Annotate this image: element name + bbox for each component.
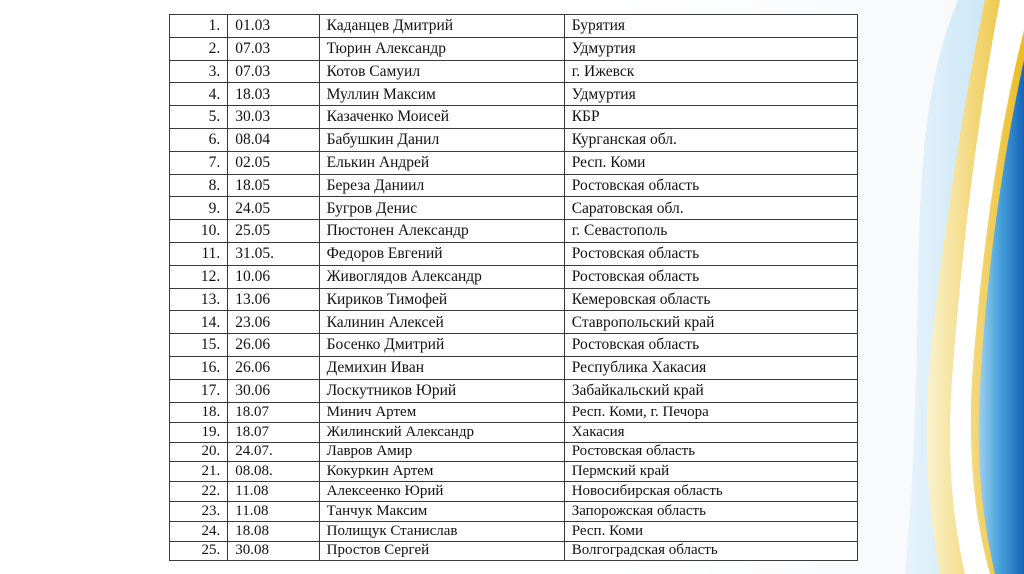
row-number-cell: 6. (170, 128, 228, 151)
participants-table-top-body (170, 15, 858, 403)
region-cell: Новосибирская область (564, 482, 857, 502)
date-cell: 07.03 (228, 37, 319, 60)
date-cell: 18.07 (228, 403, 319, 423)
date-cell: 18.03 (228, 83, 319, 106)
person-name-cell: Каданцев Дмитрий (319, 15, 564, 38)
person-name-cell: Танчук Максим (319, 501, 564, 521)
table-row (170, 403, 858, 423)
table-row (170, 482, 858, 502)
person-name-cell: Котов Самуил (319, 60, 564, 83)
row-number-cell: 3. (170, 60, 228, 83)
region-cell: Саратовская обл. (564, 197, 857, 220)
date-cell: 02.05 (228, 151, 319, 174)
region-cell: Ростовская область (564, 442, 857, 462)
row-number-cell: 10. (170, 220, 228, 243)
region-cell: Республика Хакасия (564, 356, 857, 379)
table-row (170, 462, 858, 482)
date-cell: 23.06 (228, 311, 319, 334)
region-cell: Ставропольский край (564, 311, 857, 334)
date-cell: 11.08 (228, 501, 319, 521)
region-cell: Волгоградская область (564, 541, 857, 561)
region-cell: КБР (564, 106, 857, 129)
table-row (170, 288, 858, 311)
person-name-cell: Демихин Иван (319, 356, 564, 379)
date-cell: 30.03 (228, 106, 319, 129)
row-number-cell: 11. (170, 242, 228, 265)
person-name-cell: Тюрин Александр (319, 37, 564, 60)
row-number-cell: 9. (170, 197, 228, 220)
table-row (170, 501, 858, 521)
participants-table-bottom (169, 402, 858, 561)
region-cell: Ростовская область (564, 265, 857, 288)
region-cell: Респ. Коми, г. Печора (564, 403, 857, 423)
person-name-cell: Муллин Максим (319, 83, 564, 106)
person-name-cell: Пюстонен Александр (319, 220, 564, 243)
date-cell: 18.05 (228, 174, 319, 197)
region-cell: Удмуртия (564, 83, 857, 106)
date-cell: 10.06 (228, 265, 319, 288)
table-row (170, 83, 858, 106)
person-name-cell: Простов Сергей (319, 541, 564, 561)
row-number-cell: 7. (170, 151, 228, 174)
date-cell: 24.05 (228, 197, 319, 220)
row-number-cell: 18. (170, 403, 228, 423)
date-cell: 08.04 (228, 128, 319, 151)
date-cell: 01.03 (228, 15, 319, 38)
row-number-cell: 5. (170, 106, 228, 129)
row-number-cell: 22. (170, 482, 228, 502)
person-name-cell: Минич Артем (319, 403, 564, 423)
table-row (170, 334, 858, 357)
table-row (170, 265, 858, 288)
table-row (170, 311, 858, 334)
date-cell: 18.08 (228, 521, 319, 541)
row-number-cell: 19. (170, 422, 228, 442)
date-cell: 24.07. (228, 442, 319, 462)
participants-table-top (169, 14, 858, 403)
date-cell: 26.06 (228, 356, 319, 379)
row-number-cell: 20. (170, 442, 228, 462)
row-number-cell: 24. (170, 521, 228, 541)
region-cell: Респ. Коми (564, 151, 857, 174)
table-row (170, 174, 858, 197)
region-cell: Хакасия (564, 422, 857, 442)
participants-table-bottom-body (170, 403, 858, 561)
date-cell: 07.03 (228, 60, 319, 83)
region-cell: Ростовская область (564, 174, 857, 197)
region-cell: Кемеровская область (564, 288, 857, 311)
region-cell: Пермский край (564, 462, 857, 482)
region-cell: Забайкальский край (564, 379, 857, 402)
date-cell: 25.05 (228, 220, 319, 243)
table-row (170, 106, 858, 129)
table-row (170, 242, 858, 265)
table-row (170, 379, 858, 402)
table-row (170, 128, 858, 151)
region-cell: Ростовская область (564, 242, 857, 265)
region-cell: г. Севастополь (564, 220, 857, 243)
row-number-cell: 25. (170, 541, 228, 561)
row-number-cell: 12. (170, 265, 228, 288)
person-name-cell: Алексеенко Юрий (319, 482, 564, 502)
date-cell: 30.08 (228, 541, 319, 561)
person-name-cell: Береза Даниил (319, 174, 564, 197)
person-name-cell: Кокуркин Артем (319, 462, 564, 482)
row-number-cell: 17. (170, 379, 228, 402)
table-row (170, 60, 858, 83)
person-name-cell: Бабушкин Данил (319, 128, 564, 151)
date-cell: 18.07 (228, 422, 319, 442)
row-number-cell: 13. (170, 288, 228, 311)
table-row (170, 356, 858, 379)
person-name-cell: Казаченко Моисей (319, 106, 564, 129)
row-number-cell: 8. (170, 174, 228, 197)
person-name-cell: Федоров Евгений (319, 242, 564, 265)
row-number-cell: 4. (170, 83, 228, 106)
date-cell: 13.06 (228, 288, 319, 311)
region-cell: Запорожская область (564, 501, 857, 521)
table-row (170, 15, 858, 38)
region-cell: Удмуртия (564, 37, 857, 60)
person-name-cell: Полищук Станислав (319, 521, 564, 541)
table-row (170, 442, 858, 462)
region-cell: Бурятия (564, 15, 857, 38)
row-number-cell: 2. (170, 37, 228, 60)
table-row (170, 220, 858, 243)
person-name-cell: Калинин Алексей (319, 311, 564, 334)
region-cell: Ростовская область (564, 334, 857, 357)
table-row (170, 521, 858, 541)
person-name-cell: Лавров Амир (319, 442, 564, 462)
table-row (170, 541, 858, 561)
person-name-cell: Живоглядов Александр (319, 265, 564, 288)
table-row (170, 197, 858, 220)
row-number-cell: 14. (170, 311, 228, 334)
region-cell: Респ. Коми (564, 521, 857, 541)
table-row (170, 422, 858, 442)
person-name-cell: Кириков Тимофей (319, 288, 564, 311)
person-name-cell: Елькин Андрей (319, 151, 564, 174)
date-cell: 30.06 (228, 379, 319, 402)
row-number-cell: 1. (170, 15, 228, 38)
person-name-cell: Босенко Дмитрий (319, 334, 564, 357)
date-cell: 11.08 (228, 482, 319, 502)
person-name-cell: Лоскутников Юрий (319, 379, 564, 402)
row-number-cell: 21. (170, 462, 228, 482)
date-cell: 31.05. (228, 242, 319, 265)
region-cell: г. Ижевск (564, 60, 857, 83)
date-cell: 08.08. (228, 462, 319, 482)
row-number-cell: 16. (170, 356, 228, 379)
person-name-cell: Жилинский Александр (319, 422, 564, 442)
row-number-cell: 15. (170, 334, 228, 357)
date-cell: 26.06 (228, 334, 319, 357)
table-row (170, 37, 858, 60)
row-number-cell: 23. (170, 501, 228, 521)
person-name-cell: Бугров Денис (319, 197, 564, 220)
table-row (170, 151, 858, 174)
region-cell: Курганская обл. (564, 128, 857, 151)
